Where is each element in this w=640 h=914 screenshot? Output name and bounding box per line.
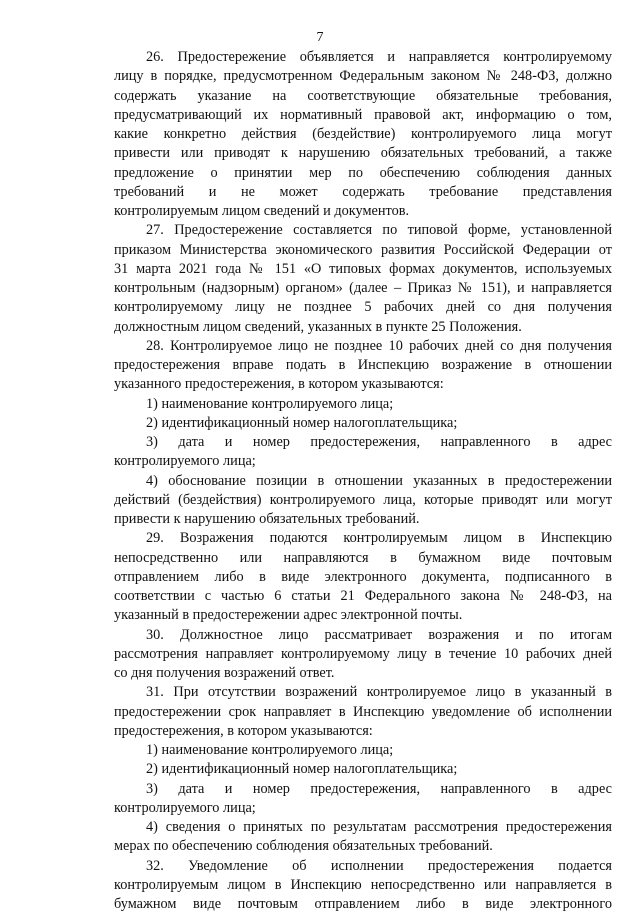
text-line: контролируемого лица; [114,799,256,816]
text-line: действий (бездействия) контролируемого лица, которые приводят или могут [114,491,612,508]
text-line: 3) дата и номер предостережения, направленного в адрес [146,780,612,797]
text-line: 32. Уведомление об исполнении предостережения подается [146,857,612,874]
text-line: содержать указание на соответствующие обязательные требования, [114,87,612,104]
text-line: предостережении срок направляет в Инспекцию уведомление об исполнении [114,703,612,720]
text-line: предусматривающий их нормативный правовой акт, информацию о том, [114,106,612,123]
text-line: 31 марта 2021 года № 151 «О типовых формах документов, используемых [114,260,612,277]
text-line: со дня получения возражений ответ. [114,665,335,681]
text-line: 30. Должностное лицо рассматривает возражения и по итогам [146,626,612,643]
text-line: 1) наименование контролируемого лица; [146,742,394,758]
text-line: привести к нарушению обязательных требований. [114,511,420,527]
text-line: 4) сведения о принятых по результатам рассмотрения предостережения [146,819,612,835]
text-line: предостережения, в котором указываются: [114,722,373,739]
text-line: 29. Возражения подаются контролируемым лицом в Инспекцию [146,530,612,547]
text-line: контрольным (надзорным) органом» (далее – Приказ № 151), и направляется [114,280,612,296]
text-line: непосредственно или направляются в бумажном виде почтовым [114,549,612,566]
text-line: контролируемым лицом сведений и документов. [114,203,410,219]
text-line: рассмотрения направляет контролируемому лицу в течение 10 рабочих дней [114,645,612,662]
text-line: предостережения вправе подать в Инспекцию возражение в отношении [114,357,612,373]
page-number: 7 [316,30,324,45]
text-line: 2) идентификационный номер налогоплательщика; [146,761,458,778]
text-line: 31. При отсутствии возражений контролируемое лицо в указанный в [146,684,612,701]
text-line: указанного предостережения, в котором указываются: [114,376,444,393]
text-line: 4) обоснование позиции в отношении указанных в предостережении [146,472,612,489]
document-body [114,48,612,914]
text-line: какие конкретно действия (бездействие) контролируемого лица могут [114,126,612,142]
text-line: требований и не может содержать требование представления [114,183,612,200]
text-line: 3) дата и номер предостережения, направленного в адрес [146,434,612,450]
text-line: 27. Предостережение составляется по типовой форме, установленной [146,222,612,239]
text-line: соответствии с частью 6 статьи 21 Федерального закона № 248-ФЗ, на [114,588,612,604]
text-line: контролируемого лица; [114,453,256,470]
text-line: отправлением либо в виде электронного документа, подписанного в [114,568,612,585]
text-line: контролируемым лицом в Инспекцию непосредственно или направляется в [114,876,612,893]
text-line: должностным лицом сведений, указанных в пункте 25 Положения. [114,318,522,335]
text-line: 2) идентификационный номер налогоплательщика; [146,414,458,431]
text-line: лицу в порядке, предусмотренном Федеральным законом № 248-ФЗ, должно [114,68,612,85]
text-line: предложение о принятии мер по обеспечению соблюдения данных [114,164,612,181]
text-line: мерах по обеспечению соблюдения обязательных требований. [114,838,493,855]
text-line: 1) наименование контролируемого лица; [146,395,394,412]
text-line: указанный в предостережении адрес электронной почты. [114,607,463,624]
text-line: бумажном виде почтовым отправлением либо в виде электронного [114,896,612,912]
text-line: 28. Контролируемое лицо не позднее 10 рабочих дней со дня получения [146,337,612,354]
text-line: приказом Министерства экономического развития Российской Федерации от [114,241,612,258]
text-line: 26. Предостережение объявляется и направляется контролируемому [146,49,612,65]
text-line: привести или приводят к нарушению обязательных требований, а также [114,145,612,162]
text-line: контролируемому лицу не позднее 5 рабочих дней со дня получения [114,299,612,316]
